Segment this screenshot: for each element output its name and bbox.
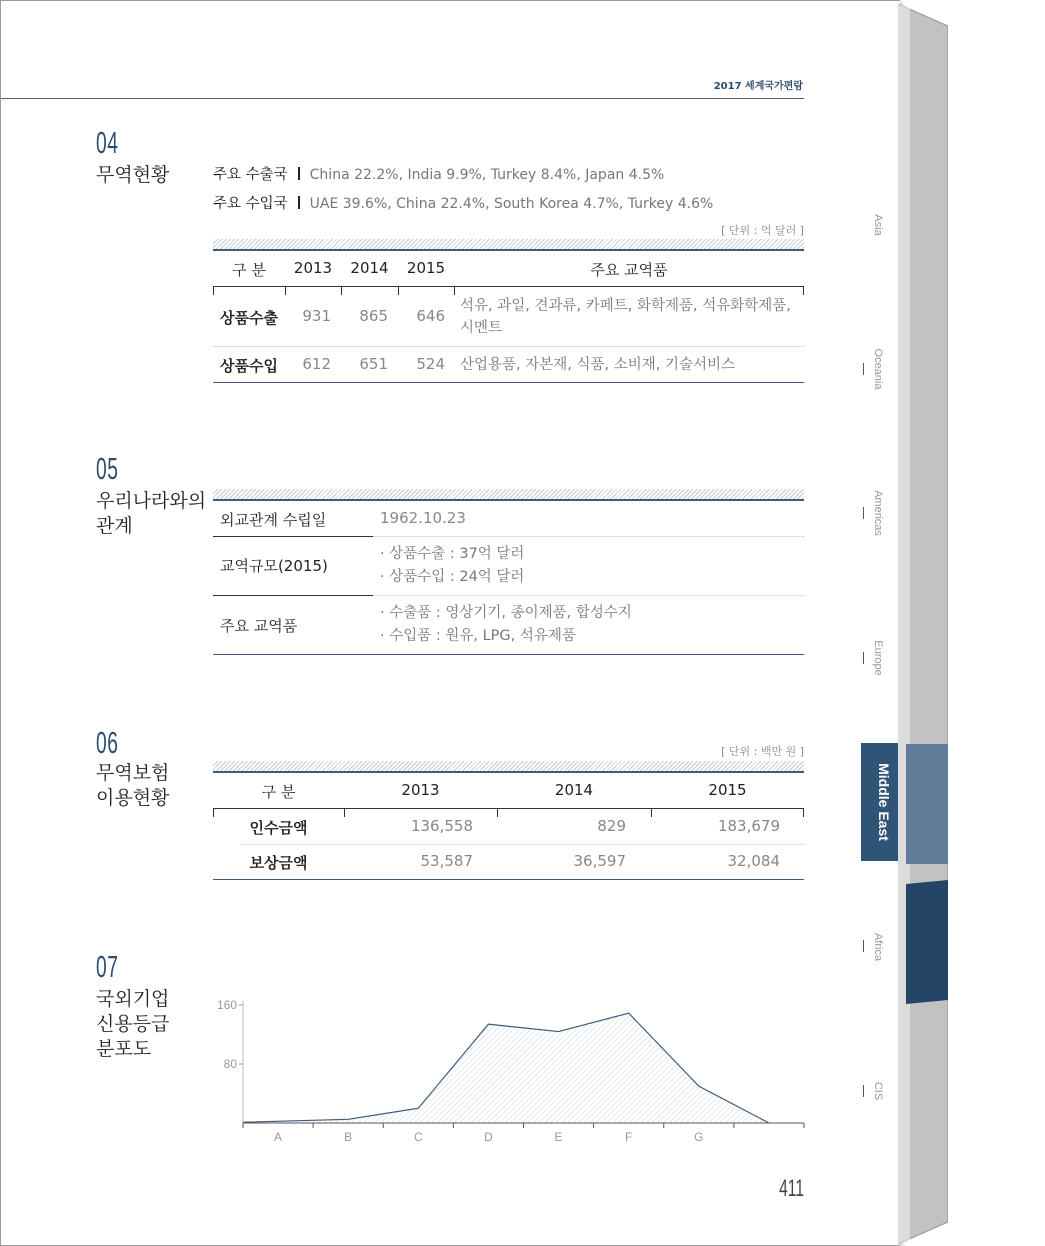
area-fill bbox=[243, 1013, 769, 1123]
relation-value: · 수입품 : 원유, LPG, 석유제품 bbox=[380, 628, 576, 644]
column-tick bbox=[454, 286, 455, 295]
import-partners-label: 주요 수입국 bbox=[213, 196, 288, 212]
row-label: 주요 교역품 bbox=[220, 617, 298, 635]
table-cell: 183,679 bbox=[717, 817, 780, 835]
table-bottom-rule bbox=[213, 654, 804, 655]
side-tab-label: CIS bbox=[872, 1081, 884, 1101]
x-tick-label: D bbox=[484, 1130, 493, 1144]
side-tab-label: Asia bbox=[872, 214, 884, 236]
side-tab-label: Middle East bbox=[876, 763, 892, 841]
section-title-line: 신용등급 bbox=[96, 1013, 170, 1035]
table-cell: 612 bbox=[302, 355, 331, 373]
table-header: 구 분 bbox=[261, 783, 296, 801]
table-header: 2014 bbox=[350, 259, 389, 277]
table-header: 주요 교역품 bbox=[590, 261, 668, 279]
table-cell: 53,587 bbox=[420, 852, 473, 870]
section-title-line: 관계 bbox=[96, 515, 133, 537]
relation-value: · 수출품 : 영상기기, 종이제품, 합성수지 bbox=[380, 605, 632, 621]
row-label: 보상금액 bbox=[249, 854, 308, 872]
table-cell: 524 bbox=[416, 355, 445, 373]
table-cell: 32,084 bbox=[727, 852, 780, 870]
row-label: 인수금액 bbox=[249, 819, 308, 837]
section-number: 05 bbox=[96, 451, 119, 486]
side-tab-label: Americas bbox=[872, 490, 884, 536]
column-tick bbox=[341, 286, 342, 295]
section-number: 06 bbox=[96, 725, 119, 760]
side-tab-oceania[interactable] bbox=[861, 319, 895, 419]
table-header: 2015 bbox=[406, 259, 446, 277]
page-number: 411 bbox=[779, 1175, 804, 1202]
export-partners-value: China 22.2%, India 9.9%, Turkey 8.4%, Japan 4.5% bbox=[309, 167, 665, 183]
side-tab-asia[interactable] bbox=[861, 175, 895, 275]
column-tick bbox=[344, 808, 345, 817]
y-tick-label: 160 bbox=[216, 998, 237, 1012]
credit-rating-chart bbox=[201, 991, 821, 1151]
unit-label: [ 단위 : 억 달러 ] bbox=[721, 224, 804, 237]
table-cell: 865 bbox=[359, 307, 388, 325]
section-title-line: 분포도 bbox=[96, 1038, 152, 1060]
header-rule bbox=[213, 286, 804, 287]
table-top-rule bbox=[213, 499, 804, 501]
table-cell: 36,597 bbox=[573, 852, 626, 870]
side-tab-europe[interactable] bbox=[861, 608, 895, 708]
row-label: 외교관계 수립일 bbox=[220, 511, 327, 529]
table-header: 구 분 bbox=[232, 261, 266, 279]
table-cell: 646 bbox=[416, 307, 445, 325]
import-partners bbox=[213, 192, 713, 213]
table-header: 2015 bbox=[708, 781, 747, 799]
y-tick-label: 80 bbox=[223, 1057, 237, 1071]
column-tick bbox=[213, 808, 214, 817]
side-tab-americas[interactable] bbox=[861, 463, 895, 563]
trade-items: 석유, 과일, 견과류, 카페트, 화학제품, 석유화학제품, 시멘트 bbox=[460, 298, 791, 336]
section-number: 04 bbox=[96, 125, 119, 160]
column-tick bbox=[213, 286, 214, 295]
row-label: 상품수입 bbox=[220, 357, 278, 375]
section-title-line: 우리나라와의 bbox=[96, 490, 207, 512]
row-label: 상품수출 bbox=[220, 309, 278, 327]
side-tab-label: Oceania bbox=[872, 348, 884, 390]
trade-items: 산업용품, 자본재, 식품, 소비재, 기술서비스 bbox=[460, 357, 735, 373]
header-rule bbox=[1, 98, 804, 99]
table-cell: 136,558 bbox=[410, 817, 473, 835]
table-cell: 651 bbox=[359, 355, 388, 373]
row-divider bbox=[241, 844, 804, 845]
separator-bar bbox=[298, 196, 300, 209]
side-tab-africa[interactable] bbox=[861, 897, 895, 997]
table-cell: 829 bbox=[597, 817, 626, 835]
x-tick-label: C bbox=[413, 1130, 423, 1144]
table-bottom-rule bbox=[213, 879, 804, 880]
relation-value: · 상품수입 : 24억 달러 bbox=[380, 569, 525, 585]
row-divider bbox=[213, 595, 373, 596]
table-hatch bbox=[213, 239, 804, 249]
side-tab-label: Africa bbox=[872, 932, 884, 962]
column-tick bbox=[285, 286, 286, 295]
section-title-line: 국외기업 bbox=[96, 988, 170, 1010]
section-title-line: 이용현황 bbox=[96, 787, 170, 809]
section-title-line: 무역보험 bbox=[96, 762, 170, 784]
x-tick-label: A bbox=[274, 1130, 283, 1144]
row-divider bbox=[213, 536, 373, 537]
book-spine bbox=[898, 4, 948, 1244]
export-partners bbox=[213, 163, 664, 184]
table-hatch bbox=[213, 489, 804, 499]
table-header: 2013 bbox=[293, 259, 333, 277]
column-tick bbox=[651, 808, 652, 817]
x-tick-label: F bbox=[625, 1130, 633, 1144]
row-divider bbox=[373, 536, 804, 537]
row-divider bbox=[373, 595, 804, 596]
separator-bar bbox=[298, 167, 300, 180]
section-number: 07 bbox=[96, 949, 119, 984]
x-tick-label: G bbox=[694, 1130, 704, 1144]
export-partners-label: 주요 수출국 bbox=[213, 167, 288, 183]
column-tick bbox=[803, 808, 804, 817]
column-tick bbox=[398, 286, 399, 295]
side-tab-cis[interactable] bbox=[861, 1041, 895, 1141]
table-cell: 931 bbox=[302, 307, 331, 325]
column-tick bbox=[497, 808, 498, 817]
section-title bbox=[96, 987, 169, 1062]
x-tick-label: E bbox=[554, 1130, 563, 1144]
relation-value: · 상품수출 : 37억 달러 bbox=[380, 546, 525, 562]
section-title bbox=[96, 489, 206, 539]
import-partners-value: UAE 39.6%, China 22.4%, South Korea 4.7%, Turkey 4.6% bbox=[309, 196, 714, 212]
table-bottom-rule bbox=[213, 382, 804, 383]
row-label: 교역규모(2015) bbox=[220, 557, 328, 575]
table-header: 2013 bbox=[401, 781, 440, 799]
column-tick bbox=[803, 286, 804, 295]
side-tab-label: Europe bbox=[872, 640, 884, 676]
row-divider bbox=[213, 346, 804, 347]
relation-value: 1962.10.23 bbox=[380, 509, 466, 527]
unit-label: [ 단위 : 백만 원 ] bbox=[721, 745, 804, 758]
table-header: 2014 bbox=[554, 781, 594, 799]
table-hatch bbox=[213, 761, 804, 771]
book-title: 2017 세계국가편람 bbox=[713, 81, 803, 92]
table-top-rule bbox=[213, 771, 804, 773]
section-title: 무역현황 bbox=[96, 164, 170, 186]
header-rule bbox=[213, 808, 804, 809]
section-title bbox=[96, 761, 169, 811]
table-top-rule bbox=[213, 249, 804, 251]
x-tick-label: B bbox=[344, 1130, 353, 1144]
